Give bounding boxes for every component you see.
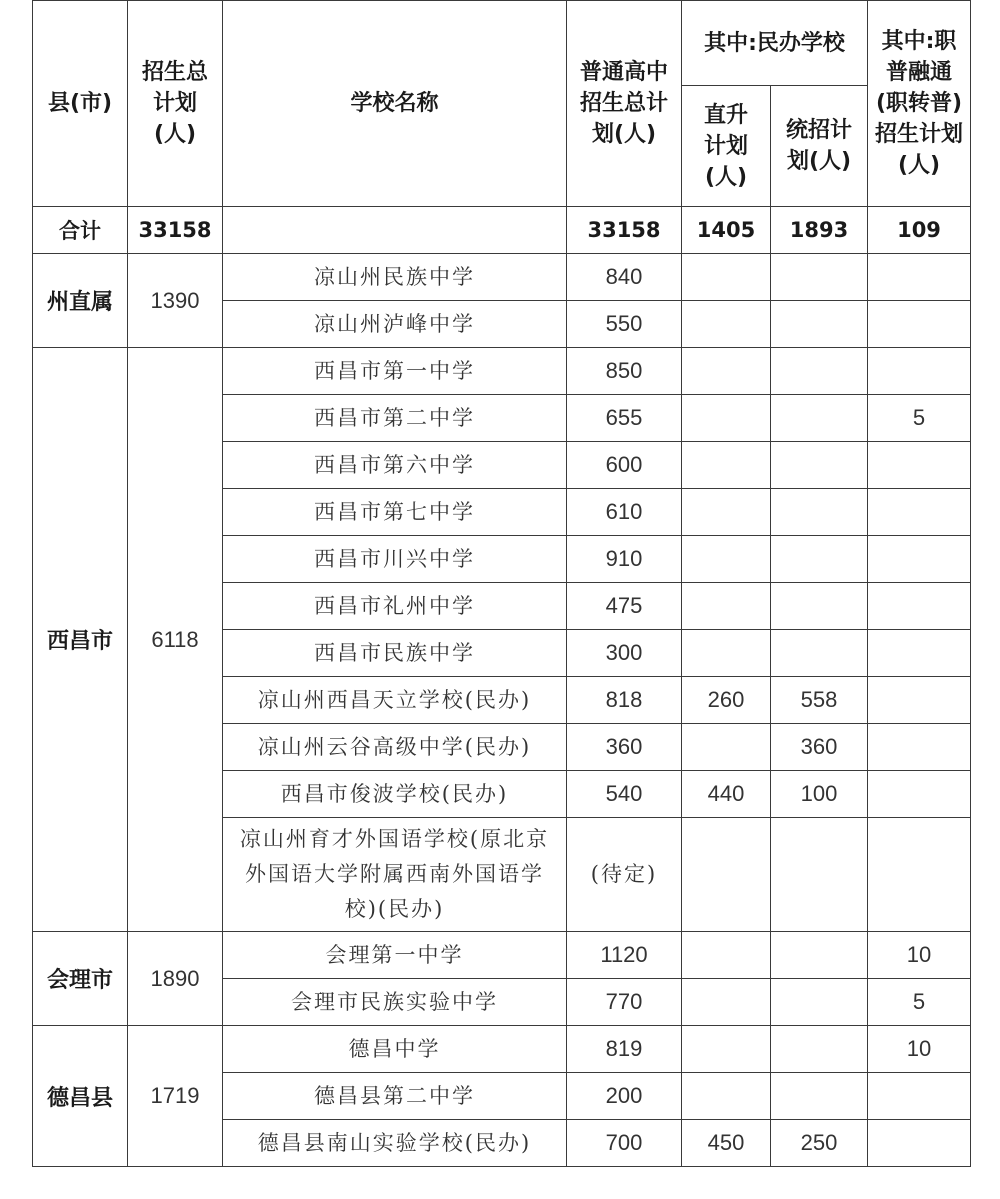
hs-plan: 819 bbox=[567, 1026, 682, 1073]
school-name: 西昌市礼州中学 bbox=[223, 583, 567, 630]
hs-plan: 850 bbox=[567, 348, 682, 395]
school-name: 西昌市俊波学校(民办) bbox=[223, 771, 567, 818]
direct-plan: 450 bbox=[682, 1120, 771, 1167]
table-row bbox=[33, 254, 971, 301]
header-unified-plan: 统招计划(人) bbox=[771, 86, 868, 207]
direct-plan bbox=[682, 630, 771, 677]
vocational-plan bbox=[868, 348, 971, 395]
school-name: 德昌县第二中学 bbox=[223, 1073, 567, 1120]
vocational-plan bbox=[868, 630, 971, 677]
hs-plan: 700 bbox=[567, 1120, 682, 1167]
hs-plan: 1120 bbox=[567, 932, 682, 979]
hs-plan: 540 bbox=[567, 771, 682, 818]
vocational-plan bbox=[868, 442, 971, 489]
vocational-plan: 5 bbox=[868, 395, 971, 442]
county-total-plan: 1719 bbox=[128, 1026, 223, 1167]
county-total-plan: 6118 bbox=[128, 348, 223, 932]
vocational-plan bbox=[868, 254, 971, 301]
direct-plan bbox=[682, 932, 771, 979]
header-school-name: 学校名称 bbox=[223, 1, 567, 207]
vocational-plan bbox=[868, 1120, 971, 1167]
hs-plan: 770 bbox=[567, 979, 682, 1026]
unified-plan bbox=[771, 395, 868, 442]
unified-plan: 100 bbox=[771, 771, 868, 818]
unified-plan bbox=[771, 1073, 868, 1120]
unified-plan bbox=[771, 536, 868, 583]
total-label: 合计 bbox=[33, 207, 128, 254]
county-name: 州直属 bbox=[33, 254, 128, 348]
table-row bbox=[33, 932, 971, 979]
direct-plan bbox=[682, 254, 771, 301]
header-private-schools: 其中:民办学校 bbox=[682, 1, 868, 86]
vocational-plan: 10 bbox=[868, 1026, 971, 1073]
direct-plan bbox=[682, 818, 771, 932]
total-plan-value: 33158 bbox=[128, 207, 223, 254]
hs-plan: 655 bbox=[567, 395, 682, 442]
school-name: 德昌中学 bbox=[223, 1026, 567, 1073]
hs-plan: 840 bbox=[567, 254, 682, 301]
direct-plan bbox=[682, 395, 771, 442]
enrollment-plan-table bbox=[32, 0, 971, 1167]
direct-plan bbox=[682, 348, 771, 395]
school-name: 凉山州育才外国语学校(原北京外国语大学附属西南外国语学校)(民办) bbox=[223, 818, 567, 932]
vocational-plan bbox=[868, 489, 971, 536]
school-name: 西昌市民族中学 bbox=[223, 630, 567, 677]
vocational-plan bbox=[868, 301, 971, 348]
vocational-plan bbox=[868, 771, 971, 818]
school-name: 凉山州云谷高级中学(民办) bbox=[223, 724, 567, 771]
school-name: 会理第一中学 bbox=[223, 932, 567, 979]
total-row bbox=[33, 207, 971, 254]
unified-plan bbox=[771, 932, 868, 979]
hs-plan: 360 bbox=[567, 724, 682, 771]
hs-plan: 910 bbox=[567, 536, 682, 583]
vocational-plan bbox=[868, 724, 971, 771]
total-direct-value: 1405 bbox=[682, 207, 771, 254]
county-total-plan: 1390 bbox=[128, 254, 223, 348]
county-name: 德昌县 bbox=[33, 1026, 128, 1167]
direct-plan: 440 bbox=[682, 771, 771, 818]
vocational-plan: 5 bbox=[868, 979, 971, 1026]
unified-plan bbox=[771, 583, 868, 630]
direct-plan bbox=[682, 583, 771, 630]
total-vocational-value: 109 bbox=[868, 207, 971, 254]
hs-plan: 200 bbox=[567, 1073, 682, 1120]
unified-plan bbox=[771, 489, 868, 536]
hs-plan: 475 bbox=[567, 583, 682, 630]
school-name: 凉山州泸峰中学 bbox=[223, 301, 567, 348]
unified-plan bbox=[771, 442, 868, 489]
school-name: 西昌市第六中学 bbox=[223, 442, 567, 489]
vocational-plan bbox=[868, 1073, 971, 1120]
unified-plan bbox=[771, 979, 868, 1026]
vocational-plan bbox=[868, 818, 971, 932]
vocational-plan bbox=[868, 583, 971, 630]
vocational-plan: 10 bbox=[868, 932, 971, 979]
unified-plan bbox=[771, 254, 868, 301]
hs-plan: 550 bbox=[567, 301, 682, 348]
hs-plan: 600 bbox=[567, 442, 682, 489]
unified-plan bbox=[771, 348, 868, 395]
total-unified-value: 1893 bbox=[771, 207, 868, 254]
unified-plan bbox=[771, 1026, 868, 1073]
hs-plan: (待定) bbox=[567, 818, 682, 932]
hs-plan: 610 bbox=[567, 489, 682, 536]
school-name: 西昌市第七中学 bbox=[223, 489, 567, 536]
header-total-plan: 招生总计划(人) bbox=[128, 1, 223, 207]
vocational-plan bbox=[868, 536, 971, 583]
hs-plan: 818 bbox=[567, 677, 682, 724]
header-direct-plan: 直升计划(人) bbox=[682, 86, 771, 207]
direct-plan bbox=[682, 979, 771, 1026]
school-name: 西昌市第二中学 bbox=[223, 395, 567, 442]
direct-plan bbox=[682, 442, 771, 489]
school-name: 德昌县南山实验学校(民办) bbox=[223, 1120, 567, 1167]
total-hs-value: 33158 bbox=[567, 207, 682, 254]
table-row bbox=[33, 348, 971, 395]
school-name: 凉山州西昌天立学校(民办) bbox=[223, 677, 567, 724]
unified-plan: 250 bbox=[771, 1120, 868, 1167]
school-name: 西昌市第一中学 bbox=[223, 348, 567, 395]
vocational-plan bbox=[868, 677, 971, 724]
county-total-plan: 1890 bbox=[128, 932, 223, 1026]
unified-plan: 558 bbox=[771, 677, 868, 724]
county-name: 西昌市 bbox=[33, 348, 128, 932]
header-vocational-plan: 其中:职普融通(职转普)招生计划(人) bbox=[868, 1, 971, 207]
county-name: 会理市 bbox=[33, 932, 128, 1026]
direct-plan bbox=[682, 1026, 771, 1073]
total-school-cell bbox=[223, 207, 567, 254]
unified-plan bbox=[771, 818, 868, 932]
school-name: 会理市民族实验中学 bbox=[223, 979, 567, 1026]
direct-plan bbox=[682, 489, 771, 536]
unified-plan: 360 bbox=[771, 724, 868, 771]
direct-plan: 260 bbox=[682, 677, 771, 724]
table-row bbox=[33, 1026, 971, 1073]
header-hs-plan: 普通高中招生总计划(人) bbox=[567, 1, 682, 207]
unified-plan bbox=[771, 630, 868, 677]
header-county: 县(市) bbox=[33, 1, 128, 207]
school-name: 凉山州民族中学 bbox=[223, 254, 567, 301]
hs-plan: 300 bbox=[567, 630, 682, 677]
direct-plan bbox=[682, 536, 771, 583]
enrollment-plan-table-wrapper bbox=[32, 0, 971, 1167]
unified-plan bbox=[771, 301, 868, 348]
direct-plan bbox=[682, 1073, 771, 1120]
direct-plan bbox=[682, 724, 771, 771]
school-name: 西昌市川兴中学 bbox=[223, 536, 567, 583]
direct-plan bbox=[682, 301, 771, 348]
